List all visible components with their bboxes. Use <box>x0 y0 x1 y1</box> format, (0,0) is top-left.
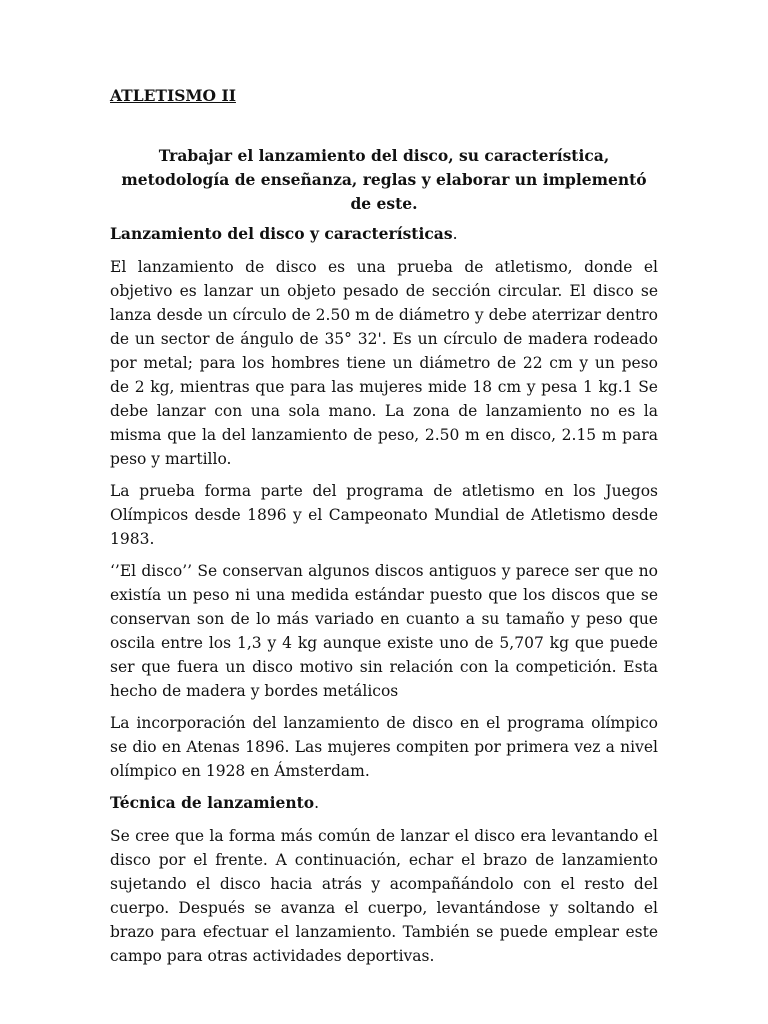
section-heading-period: . <box>452 225 458 243</box>
document-title: ATLETISMO II <box>110 86 236 105</box>
section-heading-period: . <box>314 794 320 812</box>
assignment-subtitle: Trabajar el lanzamiento del disco, su característica, metodología de enseñanza, reglas y elaborar un implementó de este. <box>121 146 647 213</box>
paragraph-technique: Se cree que la forma más común de lanzar el disco era levantando el disco por el frente. A continuación, echar el brazo de lanzamiento sujetando el disco hacia atrás y acompañándolo con el resto del cuerpo. Después se avanza el cuerpo, levantándose y soltando el brazo para efectuar el lanzamiento. También se puede emplear este campo para otras actividades deportivas. <box>110 827 658 965</box>
section-heading-lanzamiento <box>110 222 658 246</box>
paragraph-olympic-program: La prueba forma parte del programa de atletismo en los Juegos Olímpicos desde 1896 y el Campeonato Mundial de Atletismo desde 1983. <box>110 482 658 548</box>
section-heading-text: Lanzamiento del disco y características <box>110 224 453 243</box>
section-heading-text: Técnica de lanzamiento <box>110 793 315 812</box>
document-page <box>110 85 658 976</box>
paragraph-description: El lanzamiento de disco es una prueba de atletismo, donde el objetivo es lanzar un objeto pesado de sección circular. El disco se lanza desde un círculo de 2.50 m de diámetro y debe aterrizar dentro de un sector de ángulo de 35° 32'. Es un círculo de madera rodeado por metal; para los hombres tiene un diámetro de 22 cm y un peso de 2 kg, mientras que para las mujeres mide 18 cm y pesa 1 kg.1 Se debe lanzar con una sola mano. La zona de lanzamiento no es la misma que la del lanzamiento de peso, 2.50 m en disco, 2.15 m para peso y martillo. <box>110 258 658 468</box>
paragraph-incorporation: La incorporación del lanzamiento de disco en el programa olímpico se dio en Atenas 1896. Las mujeres compiten por primera vez a nivel olímpico en 1928 en Ámsterdam. <box>110 714 658 780</box>
paragraph-el-disco: ‘’El disco’’ Se conservan algunos discos antiguos y parece ser que no existía un peso ni una medida estándar puesto que los discos que se conservan son de lo más variado en cuanto a su tamaño y peso que oscila entre los 1,3 y 4 kg aunque existe uno de 5,707 kg que puede ser que fuera un disco motivo sin relación con la competición. Esta hecho de madera y bordes metálicos <box>110 562 658 700</box>
section-heading-tecnica <box>110 791 658 815</box>
